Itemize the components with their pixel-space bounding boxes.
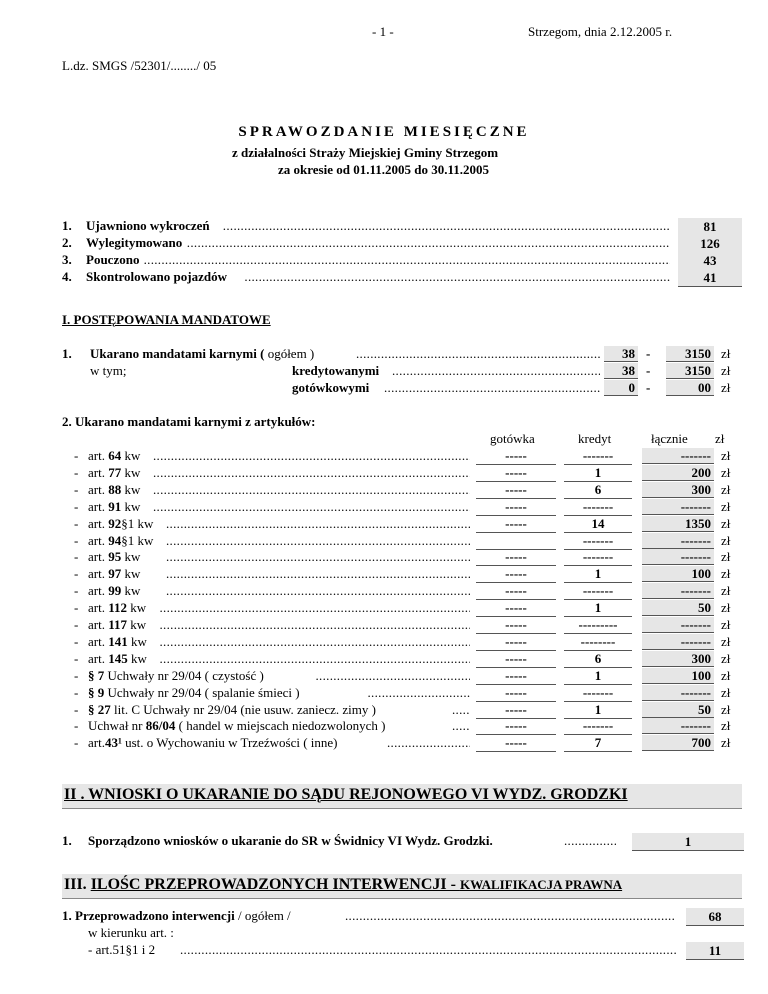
s1-count: 38 xyxy=(604,346,638,362)
article-label xyxy=(88,651,147,667)
s1-amount: 3150 xyxy=(666,363,714,379)
article-dash: - xyxy=(74,701,79,717)
article-label xyxy=(88,735,338,751)
article-total: 100 xyxy=(642,668,714,684)
dot-leader xyxy=(166,583,470,599)
article-gotowka: ----- xyxy=(476,499,556,516)
article-unit: zł xyxy=(721,549,731,565)
article-dash: - xyxy=(74,515,79,531)
s1-dash: - xyxy=(646,380,651,395)
article-label-pre: Uchwał nr xyxy=(88,718,146,734)
section-3-heading xyxy=(64,876,622,894)
article-total: ------- xyxy=(642,634,714,650)
article-total: ------- xyxy=(642,718,714,734)
s1-dash: - xyxy=(646,346,651,361)
page-number: - 1 - xyxy=(372,24,394,39)
article-label-post: kw xyxy=(127,617,147,632)
s1-unit: zł xyxy=(721,363,731,378)
article-label xyxy=(88,448,140,464)
col-header-lacznie: łącznie xyxy=(651,431,688,446)
place-date: Strzegom, dnia 2.12.2005 r. xyxy=(528,24,673,39)
article-unit: zł xyxy=(721,633,731,649)
summary-value: 81 xyxy=(678,218,742,236)
report-subtitle: z działalności Straży Miejskiej Gminy Strzegom xyxy=(232,145,499,160)
s3-item1-value: 68 xyxy=(686,908,744,926)
article-kredyt: ------- xyxy=(564,685,632,702)
article-total: 1350 xyxy=(642,516,714,532)
article-label-pre: art. xyxy=(88,532,109,548)
article-gotowka xyxy=(476,533,556,550)
article-label-pre: art. xyxy=(88,498,109,514)
article-dash: - xyxy=(74,600,79,616)
article-unit: zł xyxy=(721,735,731,751)
article-label xyxy=(88,465,140,481)
article-kredyt: 14 xyxy=(564,516,632,533)
article-dash: - xyxy=(74,448,79,463)
article-dash: - xyxy=(74,583,79,599)
article-label-bold: 91 xyxy=(108,498,122,514)
article-label-post: lit. C Uchwały nr 29/04 (nie usuw. zaniecz. zimy ) xyxy=(110,701,376,717)
article-label-pre: art. xyxy=(88,515,109,531)
article-dash: - xyxy=(74,532,79,548)
article-gotowka: ----- xyxy=(476,685,556,702)
summary-value: 43 xyxy=(678,252,742,270)
article-kredyt: --------- xyxy=(564,617,632,634)
article-dash: - xyxy=(74,498,79,514)
s1-count: 0 xyxy=(604,380,638,396)
article-gotowka: ----- xyxy=(476,651,556,668)
article-gotowka: ----- xyxy=(476,600,556,617)
article-label xyxy=(88,718,386,734)
article-label-pre: art. xyxy=(88,448,109,463)
summary-label: Skontrolowano pojazdów xyxy=(86,269,227,284)
article-dash: - xyxy=(74,566,79,582)
s1-w-tym: w tym; xyxy=(90,363,127,378)
article-unit: zł xyxy=(721,532,731,548)
article-label-bold: § 7 xyxy=(88,667,105,683)
article-label-post: kw xyxy=(127,650,147,666)
dot-leader xyxy=(392,363,600,379)
article-label-post: Uchwały nr 29/04 ( spalanie śmieci ) xyxy=(104,684,300,700)
article-label-pre: art. xyxy=(88,566,109,582)
article-total: 700 xyxy=(642,735,714,751)
article-gotowka: ----- xyxy=(476,718,556,735)
dot-leader xyxy=(160,617,471,633)
article-total: 50 xyxy=(642,600,714,616)
article-label-pre: art. xyxy=(88,633,109,649)
article-label-bold: 77 xyxy=(108,464,122,480)
dot-leader xyxy=(153,465,470,481)
article-dash: - xyxy=(74,617,79,632)
article-total: ------- xyxy=(642,583,714,599)
article-label-bold: 95 xyxy=(108,549,122,565)
article-kredyt: 6 xyxy=(564,651,632,668)
article-label-bold: 112 xyxy=(108,600,128,616)
summary-value: 41 xyxy=(678,269,742,287)
article-dash: - xyxy=(74,650,79,666)
article-kredyt: 1 xyxy=(564,702,632,719)
article-gotowka: ----- xyxy=(476,583,556,600)
article-label-post: Uchwały nr 29/04 ( czystość ) xyxy=(104,667,264,683)
article-gotowka: ----- xyxy=(476,549,556,566)
dot-leader xyxy=(166,549,470,565)
article-unit: zł xyxy=(721,718,731,734)
article-label-pre: art. xyxy=(88,617,109,632)
article-kredyt: ------- xyxy=(564,533,632,550)
col-header-gotowka: gotówka xyxy=(490,431,535,446)
article-total: ------- xyxy=(642,448,714,464)
article-label-pre: art. xyxy=(88,583,109,599)
dot-leader xyxy=(153,448,470,464)
article-gotowka: ----- xyxy=(476,617,556,634)
article-label xyxy=(88,583,140,599)
article-label-pre: art. xyxy=(88,650,109,666)
article-total: ------- xyxy=(642,617,714,633)
article-total: ------- xyxy=(642,549,714,565)
s3-item1-label xyxy=(62,908,291,924)
article-unit: zł xyxy=(721,481,731,497)
article-label xyxy=(88,685,300,701)
article-label-pre: art. xyxy=(88,481,109,497)
article-total: ------- xyxy=(642,685,714,701)
col-header-kredyt: kredyt xyxy=(578,431,612,446)
article-label-post: ust. o Wychowaniu w Trzeźwości ( inne) xyxy=(121,735,338,751)
article-label-bold: 94 xyxy=(108,532,122,548)
article-label xyxy=(88,566,140,582)
article-dash: - xyxy=(74,718,79,734)
s1-count: 38 xyxy=(604,363,638,379)
s1-amount: 00 xyxy=(666,380,714,396)
article-label-bold: § 9 xyxy=(88,684,105,700)
article-gotowka: ----- xyxy=(476,482,556,499)
article-label-post: §1 kw xyxy=(121,532,154,548)
article-unit: zł xyxy=(721,600,731,616)
section-3-heading-small: KWALIFIKACJA PRAWNA xyxy=(459,877,623,892)
article-label-bold: 88 xyxy=(108,481,122,497)
s2-item-label: Sporządzono wniosków o ukaranie do SR w Świdnicy VI Wydz. Grodzki. xyxy=(88,833,493,848)
article-label xyxy=(88,617,146,633)
article-dash: - xyxy=(74,633,79,649)
s2-item-num: 1. xyxy=(62,833,72,848)
article-label-post: kw xyxy=(127,600,147,616)
article-total: 300 xyxy=(642,651,714,667)
article-unit: zł xyxy=(721,464,731,480)
s1-gotowka-label: gotówkowymi xyxy=(292,380,370,395)
article-label xyxy=(88,549,140,565)
article-dash: - xyxy=(74,549,79,565)
article-gotowka: ----- xyxy=(476,735,556,752)
article-unit: zł xyxy=(721,566,731,582)
article-label-post: kw xyxy=(121,566,141,582)
s3-art-label xyxy=(88,942,155,958)
dot-leader xyxy=(452,702,470,718)
article-label-post: §1 kw xyxy=(121,515,154,531)
dot-leader xyxy=(166,566,470,582)
article-kredyt: 1 xyxy=(564,600,632,617)
dot-leader xyxy=(153,499,470,515)
article-gotowka: ----- xyxy=(476,566,556,583)
s1-item2-label: 2. Ukarano mandatami karnymi z artykułów: xyxy=(62,414,316,429)
article-kredyt: ------- xyxy=(564,499,632,516)
dot-leader xyxy=(180,942,676,958)
s1-unit: zł xyxy=(721,346,731,361)
dot-leader xyxy=(387,735,470,751)
article-label-post: ( handel w miejscach niedozwolonych ) xyxy=(175,718,386,734)
article-label-bold: 141 xyxy=(108,633,128,649)
article-unit: zł xyxy=(721,448,731,463)
article-label-bold: 92 xyxy=(108,515,122,531)
article-label-bold: 64 xyxy=(108,448,122,463)
article-dash: - xyxy=(74,481,79,497)
article-kredyt: 1 xyxy=(564,465,632,482)
reference-number: L.dz. SMGS /52301/......../ 05 xyxy=(62,58,217,73)
summary-label: Ujawniono wykroczeń xyxy=(86,218,210,233)
s3-item1-label-bold: 1. Przeprowadzono interwencji xyxy=(62,908,235,923)
section-1-heading: I. POSTĘPOWANIA MANDATOWE xyxy=(62,312,271,327)
article-total: 300 xyxy=(642,482,714,498)
article-label xyxy=(88,634,147,650)
s1-item1-label xyxy=(90,346,314,362)
article-label-bold: § 27 xyxy=(88,701,111,717)
article-total: ------- xyxy=(642,533,714,549)
article-label xyxy=(88,668,264,684)
article-label-bold: 43¹ xyxy=(104,735,122,751)
col-header-unit: zł xyxy=(715,431,725,446)
dot-leader xyxy=(316,668,471,684)
s3-art-label-text: - art.51§1 i 2 xyxy=(88,942,156,957)
article-unit: zł xyxy=(721,498,731,514)
dot-leader xyxy=(564,833,616,849)
summary-label: Pouczono xyxy=(86,252,140,267)
article-label xyxy=(88,516,153,532)
article-label-bold: 145 xyxy=(108,650,128,666)
article-kredyt: 6 xyxy=(564,482,632,499)
article-kredyt: -------- xyxy=(564,634,632,651)
article-unit: zł xyxy=(721,650,731,666)
article-dash: - xyxy=(74,667,79,683)
article-label-bold: 97 xyxy=(108,566,122,582)
article-total: 50 xyxy=(642,702,714,718)
dot-leader xyxy=(244,269,670,285)
s3-art-value: 11 xyxy=(686,942,744,960)
article-label xyxy=(88,702,376,718)
summary-value: 126 xyxy=(678,235,742,253)
article-total: 100 xyxy=(642,566,714,582)
summary-num: 2. xyxy=(62,235,72,250)
s1-item1-label-rest: ogółem ) xyxy=(264,346,315,361)
dot-leader xyxy=(160,651,471,667)
s2-item-value: 1 xyxy=(632,833,744,851)
article-kredyt: 1 xyxy=(564,566,632,583)
dot-leader xyxy=(144,252,670,268)
article-label xyxy=(88,499,140,515)
report-title: SPRAWOZDANIE MIESIĘCZNE xyxy=(238,124,530,140)
summary-num: 1. xyxy=(62,218,72,233)
article-label xyxy=(88,600,146,616)
article-label-pre: art. xyxy=(88,600,109,616)
article-total: ------- xyxy=(642,499,714,515)
s1-kredyt-label: kredytowanymi xyxy=(292,363,380,378)
article-gotowka: ----- xyxy=(476,634,556,651)
article-label-post: kw xyxy=(127,633,147,649)
article-dash: - xyxy=(74,684,79,700)
article-gotowka: ----- xyxy=(476,448,556,465)
article-label-bold: 117 xyxy=(108,617,128,632)
report-period: za okresie od 01.11.2005 do 30.11.2005 xyxy=(278,162,490,177)
article-dash: - xyxy=(74,735,79,751)
dot-leader xyxy=(160,634,471,650)
article-kredyt: 1 xyxy=(564,668,632,685)
s1-item1-label-bold: Ukarano mandatami karnymi ( xyxy=(90,346,265,361)
article-label-post: kw xyxy=(121,583,141,599)
dot-leader xyxy=(368,685,471,701)
article-total: 200 xyxy=(642,465,714,481)
article-gotowka: ----- xyxy=(476,702,556,719)
dot-leader xyxy=(166,533,470,549)
s1-dash: - xyxy=(646,363,651,378)
article-unit: zł xyxy=(721,515,731,531)
article-label-bold: 86/04 xyxy=(145,718,176,734)
s1-amount: 3150 xyxy=(666,346,714,362)
article-gotowka: ----- xyxy=(476,668,556,685)
article-gotowka: ----- xyxy=(476,465,556,482)
article-label-post: kw xyxy=(121,498,141,514)
article-label-post: kw xyxy=(121,464,141,480)
article-label-bold: 99 xyxy=(108,583,122,599)
s3-item1-label-rest: / ogółem / xyxy=(234,908,291,923)
dot-leader xyxy=(160,600,471,616)
article-dash: - xyxy=(74,464,79,480)
article-label xyxy=(88,533,153,549)
dot-leader xyxy=(384,380,600,396)
article-label xyxy=(88,482,140,498)
article-label-pre: art. xyxy=(88,549,109,565)
article-label-post: kw xyxy=(121,481,141,497)
section-2-heading: II . WNIOSKI O UKARANIE DO SĄDU REJONOWEGO VI WYDZ. GRODZKI xyxy=(64,786,628,803)
dot-leader xyxy=(452,718,470,734)
s1-unit: zł xyxy=(721,380,731,395)
article-unit: zł xyxy=(721,684,731,700)
section-3-heading-main: ILOŚC PRZEPROWADZONYCH INTERWENCJI - xyxy=(90,876,460,893)
article-kredyt: ------- xyxy=(564,448,632,465)
article-label-post: kw xyxy=(121,448,141,463)
dot-leader xyxy=(187,235,670,251)
dot-leader xyxy=(223,218,670,234)
article-unit: zł xyxy=(721,617,731,632)
article-kredyt: ------- xyxy=(564,718,632,735)
dot-leader xyxy=(166,516,470,532)
article-unit: zł xyxy=(721,701,731,717)
summary-num: 3. xyxy=(62,252,72,267)
article-label-post: kw xyxy=(121,549,141,565)
s3-w-kierunku: w kierunku art. : xyxy=(88,925,174,940)
s1-item1-num: 1. xyxy=(62,346,72,361)
summary-label: Wylegitymowano xyxy=(86,235,183,250)
article-unit: zł xyxy=(721,583,731,599)
article-kredyt: ------- xyxy=(564,583,632,600)
dot-leader xyxy=(345,908,675,924)
article-gotowka: ----- xyxy=(476,516,556,533)
article-unit: zł xyxy=(721,667,731,683)
dot-leader xyxy=(153,482,470,498)
article-kredyt: ------- xyxy=(564,549,632,566)
article-label-pre: art. xyxy=(88,735,105,751)
article-label-pre: art. xyxy=(88,464,109,480)
summary-num: 4. xyxy=(62,269,72,284)
dot-leader xyxy=(356,346,600,362)
article-kredyt: 7 xyxy=(564,735,632,752)
section-3-heading-prefix: III. xyxy=(64,876,91,893)
